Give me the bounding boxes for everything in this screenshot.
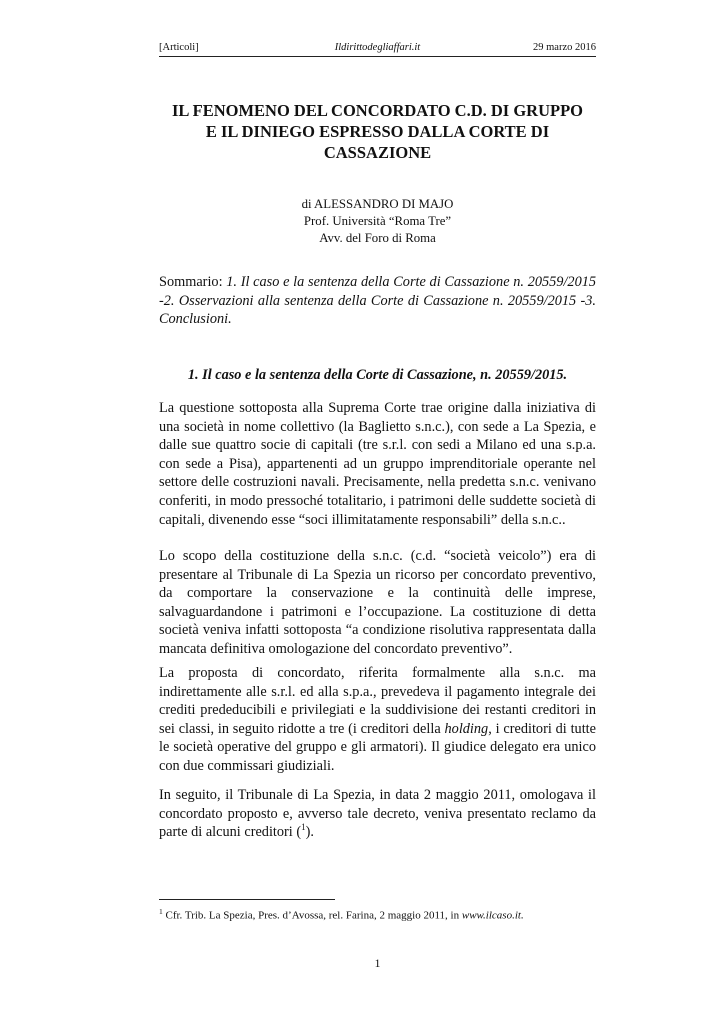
summary-label: Sommario: <box>159 274 223 290</box>
header-date: 29 marzo 2016 <box>533 42 596 53</box>
author-block <box>159 196 596 247</box>
title-line-1: IL FENOMENO DEL CONCORDATO C.D. DI GRUPPO <box>171 101 583 120</box>
article-title <box>159 100 596 163</box>
paragraph-3-text-b: , i creditori di tutte le società operative del gruppo e gli armatori). Il giudice delegato era unico con due commissari giudiziali. <box>159 720 596 774</box>
paragraph-4 <box>159 786 596 842</box>
author-role: Prof. Università “Roma Tre” <box>303 214 452 228</box>
footnote <box>159 905 596 923</box>
section-heading: 1. Il caso e la sentenza della Corte di Cassazione, n. 20559/2015. <box>187 367 568 383</box>
running-header <box>159 41 596 55</box>
paragraph-4-text-b: ). <box>305 824 314 841</box>
footnote-source-link[interactable]: www.ilcaso.it. <box>461 909 524 922</box>
paragraph-3-emphasis: holding <box>444 720 489 737</box>
summary-items: 1. Il caso e la sentenza della Corte di Cassazione n. 20559/2015 -2. Osservazioni alla sentenza della Corte di Cassazione n. 20559/2015 -3. Conclusioni. <box>159 274 597 328</box>
summary <box>159 273 596 329</box>
paragraph-2: Lo scopo della costituzione della s.n.c. (c.d. “società veicolo”) era di presentare al Tribunale di La Spezia un ricorso per concordato preventivo, da comportare la conservazione e la continuità delle imprese, salvaguardandone i patrimoni e l’occupazione. La costituzione di detta società veniva infatti sottoposta “a condizione risolutiva rappresentata dalla mancata definitiva omologazione del concordato preventivo”. <box>159 548 596 657</box>
header-site: Ildirittodegliaffari.it <box>334 42 421 53</box>
header-section: [Articoli] <box>159 42 199 53</box>
footnote-separator <box>159 899 335 900</box>
title-line-3: CASSAZIONE <box>323 143 432 162</box>
title-line-2: E IL DINIEGO ESPRESSO DALLA CORTE DI <box>205 122 550 141</box>
header-rule <box>159 56 596 57</box>
author-name: di ALESSANDRO DI MAJO <box>301 197 454 211</box>
paragraph-3 <box>159 664 596 776</box>
paragraph-4-text-a: In seguito, il Tribunale di La Spezia, in data 2 maggio 2011, omologava il concordato proposto e, avverso tale decreto, veniva presentato reclamo da parte di alcuni creditori ( <box>159 787 596 841</box>
page-number: 1 <box>374 956 381 970</box>
footnote-text: Cfr. Trib. La Spezia, Pres. d’Avossa, rel. Farina, 2 maggio 2011, in <box>162 909 462 922</box>
footnote-marker: 1 <box>159 907 163 916</box>
author-bar: Avv. del Foro di Roma <box>319 231 436 245</box>
footnote-reference[interactable]: 1 <box>301 822 306 833</box>
paragraph-3-text-a: La proposta di concordato, riferita formalmente alla s.n.c. ma indirettamente alle s.r.l. ed alla s.p.a., prevedeva il pagamento integrale dei crediti prededucibili e privilegiati e la suddivisione dei restanti creditori in sei classi, in seguito ridotte a tre (i creditori della <box>159 665 596 737</box>
paragraph-1: La questione sottoposta alla Suprema Corte trae origine dalla iniziativa di una società in nome collettivo (la Baglietto s.n.c.), con sede a La Spezia, e dalle sue quattro socie di capitali (tre s.r.l. con sedi a Milano ed una s.p.a. con sede a Pisa), appartenenti ad un gruppo imprenditoriale operante nel settore delle costruzioni navali. Precisamente, nella predetta s.n.c. venivano conferiti, in modo pressoché totalitario, i patrimoni delle suddette società di capitali, divenendo esse “soci illimitatamente responsabili” della s.n.c.. <box>159 400 596 528</box>
